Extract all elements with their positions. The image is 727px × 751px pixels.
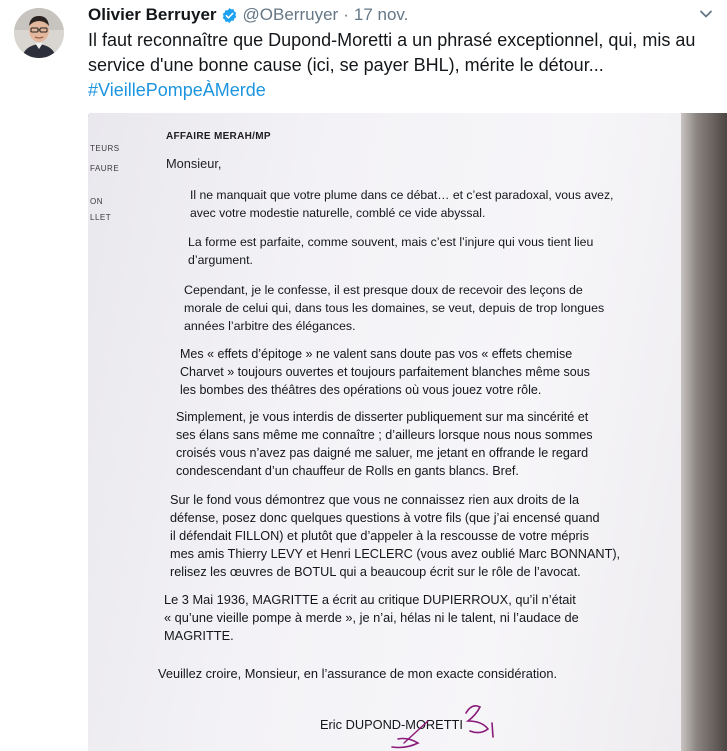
margin-label: FAURE bbox=[90, 164, 120, 173]
letter-paragraph bbox=[170, 491, 620, 581]
letter-line: Simplement, je vous interdis de disserter publiquement sur ma sincérité et bbox=[176, 410, 589, 424]
hashtag-link[interactable]: #VieillePompeÀMerde bbox=[88, 80, 266, 100]
letter-line: Mes « effets d’épitoge » ne valent sans doute pas vos « effets chemise bbox=[180, 347, 573, 361]
letter-paragraph bbox=[164, 591, 579, 645]
tweet-text-line-1: Il faut reconnaître que Dupond-Moretti a un phrasé exceptionnel, qui, mis au bbox=[88, 30, 696, 50]
letter-line: MAGRITTE. bbox=[164, 628, 234, 643]
verified-badge-icon bbox=[221, 7, 238, 24]
avatar-photo bbox=[14, 8, 64, 58]
letter-line: ses élans sans même me connaître ; d’ailleurs lorsque nous nous sommes bbox=[176, 428, 593, 442]
avatar[interactable] bbox=[14, 8, 64, 58]
letter-reference: AFFAIRE MERAH/MP bbox=[166, 131, 271, 142]
letter-line: mes amis Thierry LEVY et Henri LECLERC (vous avez oublié Marc BONNANT), bbox=[170, 547, 621, 561]
letter-line: les bombes des théâtres des opérations où vous jouez votre rôle. bbox=[180, 383, 542, 397]
letter-line: Charvet » toujours ouvertes et toujours parfaitement blanches même sous bbox=[180, 365, 590, 379]
margin-label: ON bbox=[90, 197, 103, 206]
letter-line: condescendant d’un chauffeur de Rolls en gants blancs. Bref. bbox=[176, 464, 519, 478]
letter-paragraph bbox=[188, 233, 593, 269]
letter-paragraph bbox=[180, 345, 590, 399]
letter-line: défense, posez donc quelques questions à votre fils (que j’ai encensé quand bbox=[170, 511, 600, 525]
letter-line: d’argument. bbox=[188, 253, 253, 267]
chevron-down-icon[interactable] bbox=[697, 5, 715, 23]
photo-background bbox=[681, 113, 727, 751]
tweet-timestamp[interactable]: 17 nov. bbox=[353, 5, 409, 24]
letter-line: Cependant, je le confesse, il est presque doux de recevoir des leçons de bbox=[184, 283, 583, 297]
tweet-text bbox=[88, 28, 718, 103]
letter-line: relisez les œuvres de BOTUL qui a beaucoup écrit sur le rôle de l’avocat. bbox=[170, 565, 581, 579]
letter-paragraph bbox=[190, 186, 613, 222]
letter-salutation: Monsieur, bbox=[166, 156, 222, 171]
letter-line: Sur le fond vous démontrez que vous ne connaissez rien aux droits de la bbox=[170, 493, 580, 507]
letter-line: « qu’une vieille pompe à merde », je n’ai, hélas ni le talent, ni l’audace de bbox=[164, 610, 579, 625]
letter-line: Le 3 Mai 1936, MAGRITTE a écrit au critique DUPIERROUX, qu’il n’était bbox=[164, 592, 576, 607]
tweet-text-line-2: service d'une bonne cause (ici, se payer BHL), mérite le détour... bbox=[88, 55, 604, 75]
letter-line: croisés vous n’avez pas daigné me saluer, me jetant en offrande le regard bbox=[176, 446, 589, 460]
margin-label: TEURS bbox=[90, 144, 120, 153]
signature-name: Eric DUPOND-MORETTI bbox=[320, 717, 463, 732]
letter-line: La forme est parfaite, comme souvent, mais c’est l’injure qui vous tient lieu bbox=[188, 235, 594, 249]
letter-paragraph bbox=[176, 408, 593, 480]
letter-line: avec votre modestie naturelle, comblé ce vide abyssal. bbox=[190, 206, 486, 220]
handwritten-signature bbox=[348, 691, 538, 751]
tweet-image[interactable] bbox=[88, 113, 727, 751]
letter-body bbox=[166, 131, 676, 171]
author-handle[interactable]: @OBerruyer bbox=[242, 5, 339, 24]
letter-closing bbox=[158, 665, 557, 683]
letter-line: il défendait FILLON) et plutôt que d’appeler à la rescousse de votre mépris bbox=[170, 529, 589, 543]
margin-label: LLET bbox=[90, 213, 112, 222]
letter-paragraph bbox=[184, 281, 604, 335]
letter-line: morale de celui qui, dans tous les domaines, se veut, depuis de trop longues bbox=[184, 301, 605, 315]
tweet-header bbox=[88, 4, 408, 26]
letter-paper bbox=[88, 113, 683, 751]
letter-line: Il ne manquait que votre plume dans ce débat… et c’est paradoxal, vous avez, bbox=[190, 188, 614, 202]
letter-line: années l’arbitre des élégances. bbox=[184, 319, 356, 333]
header-separator: · bbox=[343, 5, 349, 24]
author-name[interactable]: Olivier Berruyer bbox=[88, 5, 217, 24]
letter-line: Veuillez croire, Monsieur, en l’assurance de mon exacte considération. bbox=[158, 666, 558, 681]
